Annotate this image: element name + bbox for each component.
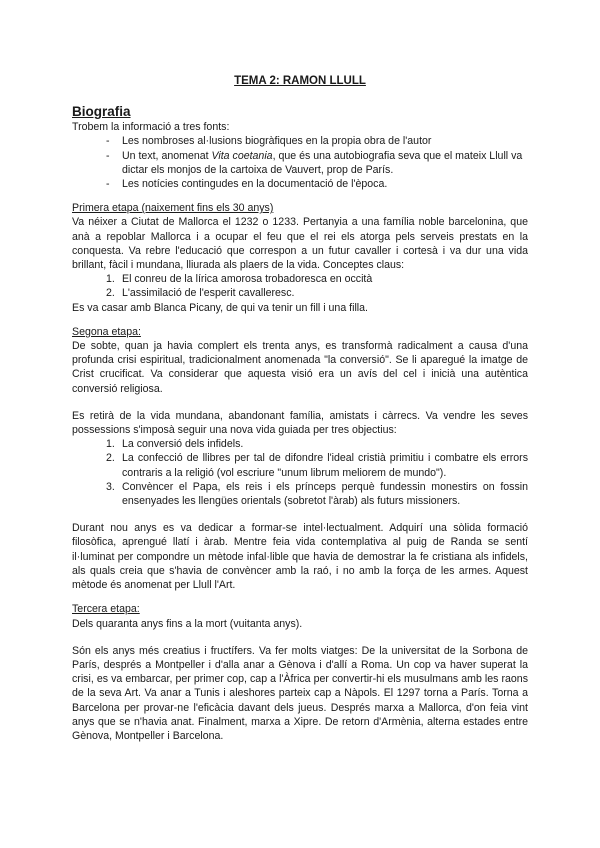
list-item: - Un text, anomenat Vita coetania, que és una autobiografia seva que el mateix Llull va dictar els monjos de la cartoixa de Vauvert, prop de París. xyxy=(106,149,528,177)
list-item: - Les nombroses al·lusions biogràfiques en la propia obra de l'autor xyxy=(106,134,528,148)
primera-closing: Es va casar amb Blanca Picany, de qui va tenir un fill i una filla. xyxy=(72,301,368,314)
subheading-primera-etapa: Primera etapa (naixement fins els 30 anys) xyxy=(72,202,274,215)
list-item: 1. El conreu de la lírica amorosa trobadoresca en occità xyxy=(106,273,373,286)
list-item: 2. L'assimilació de l'esperit cavalleresc. xyxy=(106,287,295,300)
section-heading-biografia: Biografia xyxy=(72,104,131,120)
page-title: TEMA 2: RAMON LLULL xyxy=(234,75,366,87)
list-item: - Les notícies contingudes en la documentació de l'època. xyxy=(106,177,528,191)
subheading-segona-etapa: Segona etapa: xyxy=(72,325,141,338)
list-item: 3. Convèncer el Papa, els reis i els prínceps perquè fundessin monestirs on fossin ensenyades les llengües orientals (sobretot l'àrab) als futurs missioners. xyxy=(106,480,528,508)
sources-list xyxy=(72,134,528,191)
segona-paragraph-2: Es retirà de la vida mundana, abandonant família, amistats i càrrecs. Va vendre les seves possessions s'imposà seguir una nova vida guiada per tres objectius: xyxy=(72,409,528,437)
biografia-intro: Trobem la informació a tres fonts: xyxy=(72,121,230,134)
primera-paragraph: Va néixer a Ciutat de Mallorca el 1232 o 1233. Pertanyia a una família noble barcelonina, que anà a repoblar Mallorca i a ocupar el feu que el rei els atorga pels serveis prestats en la conquesta. Va rebre l'educació que correspon a un futur cavaller i cortesà i va dur una vida brillant, fàcil i mundana, lliurada als plaers de la vida. Conceptes claus: xyxy=(72,216,528,272)
tercera-paragraph-1: Dels quaranta anys fins a la mort (vuitanta anys). xyxy=(72,617,303,630)
segona-paragraph-1: De sobte, quan ja havia complert els trenta anys, es transformà radicalment a causa d'una profunda crisi espiritual, tradicionalment anomenada "la conversió". Se li aparegué la imatge de Crist crucificat. Va considerar que aquesta visió era un avís del cel i inicià una autèntica conversió religiosa. xyxy=(72,340,528,395)
list-item: 1. La conversió dels infidels. xyxy=(106,438,244,451)
primera-concepts-list xyxy=(72,272,528,300)
segona-objectives-list xyxy=(72,437,528,508)
segona-paragraph-3: Durant nou anys es va dedicar a formar-se intel·lectualment. Adquirí una sòlida formació filosòfica, aprengué llatí i àrab. Mentre feia vida contemplativa al puig de Randa se sentí il·luminat per compondre un mètode infal·lible que havia de demostrar la fe cristiana als infidels, als quals creia que s'havia de convèncer amb la raó, i no amb la força de les armes. Aquest mètode és anomenat per Llull l'Art. xyxy=(72,522,528,592)
list-item: 2. La confecció de llibres per tal de difondre l'ideal cristià primitiu i combatre els errors contraris a la religió (vol escriure "unum librum meliorem de mundo"). xyxy=(106,452,528,479)
subheading-tercera-etapa: Tercera etapa: xyxy=(72,603,140,616)
tercera-paragraph-2: Són els anys més creatius i fructífers. Va fer molts viatges: De la universitat de la Sorbona de París, després a Montpeller i d'alla anar a Gènova i d'allí a Roma. Un cop va haver superat la crisi, es va embarcar, per primer cop, cap a l'Àfrica per convertir-hi els musulmans amb les raons de la seva Art. Va anar a Tunis i aleshores parteix cap a Nàpols. El 1297 torna a París. Torna a Barcelona per provar-ne l'eficàcia davant dels jueus. Després marxa a Mallorca, d'on feia vint anys que se n'havia anat. Finalment, marxa a Xipre. De retorn d'Armènia, alterna estades entre Gènova, Montpeller i Barcelona. xyxy=(72,644,528,742)
